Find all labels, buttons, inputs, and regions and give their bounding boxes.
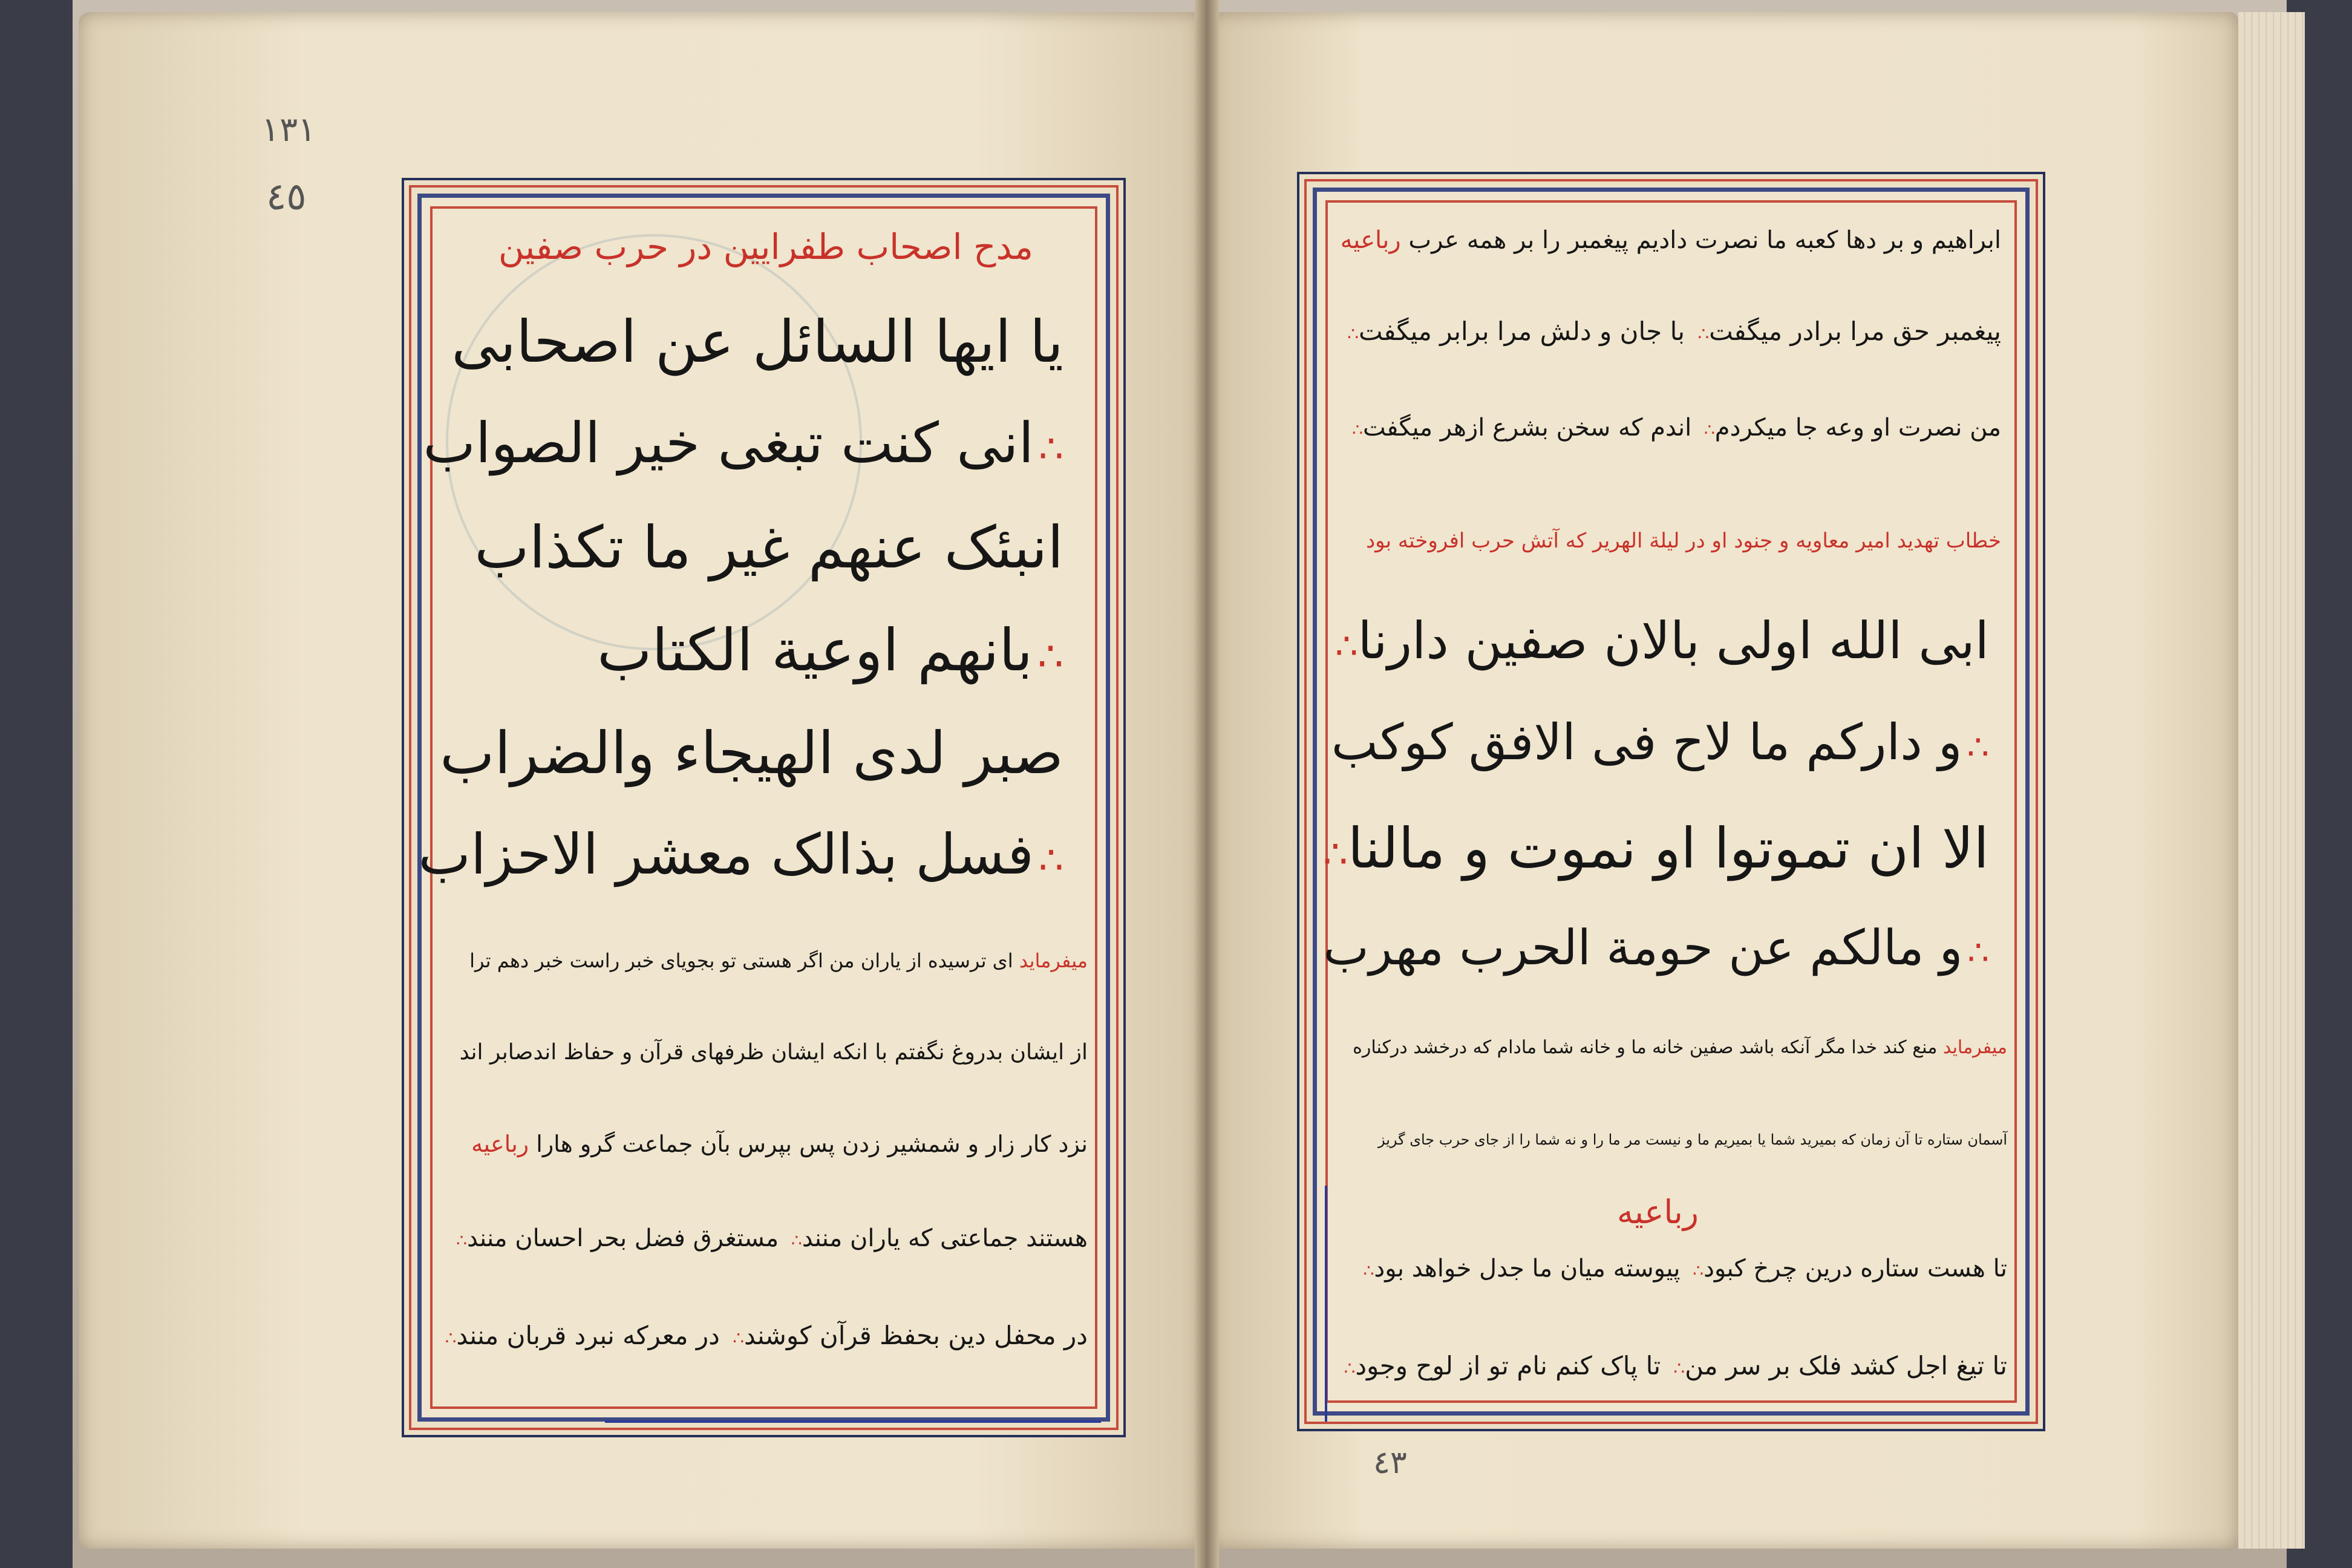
- prose-line: میفرماید ای ترسیده از یاران من اگر هستی تو بجویای خبر راست خبر دهم ترا: [469, 949, 1088, 972]
- verse-line: یا ایها السائل عن اصحابی: [451, 308, 1063, 376]
- ruled-pen-line: [605, 1420, 1101, 1423]
- rubric-label: رباعیه: [1340, 226, 1401, 254]
- prose-line: نزد کار زار و شمشیر زدن پس بپرس بآن جماعت گرو هارا رباعیه: [471, 1131, 1088, 1157]
- prose-line: آسمان ستاره تا آن زمان که بمیرید شما یا بمیریم ما و نیست مر ما را و نه شما را از جای حرب جای گریز: [1377, 1131, 2007, 1148]
- catchword: ٤٣: [1373, 1445, 1407, 1481]
- verse-marker-icon: ∴: [1037, 633, 1063, 680]
- rubric-heading: خطاب تهدید امیر معاویه و جنود او در لیلة الهریر که آتش حرب افروخته بود: [1365, 529, 2001, 553]
- verse-line: صبر لدی الهیجاء والضراب: [440, 719, 1063, 787]
- right-text-frame: [1313, 188, 2030, 1416]
- verse-marker-icon: ∴: [1039, 426, 1063, 472]
- verse-line: ∴فسل بذالک معشر الاحزاب: [418, 822, 1063, 887]
- book-gutter: [1195, 0, 1219, 1568]
- couplet-line: تا هست ستاره درین چرخ کبود∴ پیوسته میان ما جدل خواهد بود∴: [1363, 1255, 2007, 1282]
- left-text-frame: [417, 194, 1110, 1422]
- folio-number-secondary: ٤٥: [266, 174, 307, 218]
- couplet-line: تا تیغ اجل کشد فلک بر سر من∴ تا پاک کنم نام تو از لوح وجود∴: [1344, 1351, 2007, 1380]
- verse-line: ابی الله اولی بالان صفین دارنا∴: [1335, 611, 1989, 670]
- prose-line: از ایشان بدروغ نگفتم با انکه ایشان ظرفهای قرآن و حفاظ اندصابر اند: [459, 1040, 1088, 1065]
- verse-marker-icon: ∴: [1967, 727, 1989, 768]
- verse-line: ∴بانهم اوعیة الکتاب: [597, 616, 1063, 684]
- page-stack-edge: [2238, 12, 2305, 1549]
- rubric-heading: رباعیه: [1616, 1193, 1699, 1231]
- rubric-label: میفرماید: [1019, 949, 1088, 972]
- verse-line: الا ان تموتوا او نموت و مالنا∴: [1322, 816, 1989, 881]
- couplet-line: در محفل دین بحفظ قرآن کوشند∴ در معرکه نبرد قربان منند∴: [445, 1321, 1088, 1350]
- verse-line: ∴و دارکم ما لاح فی الافق کوکب: [1331, 714, 1989, 771]
- rubric-label: رباعیه: [471, 1131, 529, 1157]
- couplet-line: من نصرت او وعه جا میکردم∴ اندم که سخن بشرع ازهر میگفت∴: [1352, 414, 2001, 442]
- book-cover-edge-left: [0, 0, 73, 1568]
- prose-line: ابراهیم و بر دها کعبه ما نصرت دادیم پیغمبر را بر همه عرب رباعیه: [1340, 226, 2001, 254]
- verse-line: ∴و مالکم عن حومة الحرب مهرب: [1323, 920, 1989, 976]
- couplet-line: هستند جماعتی که یاران منند∴ مستغرق فضل بحر احسان منند∴: [456, 1224, 1088, 1252]
- prose-line: میفرماید منع کند خدا مگر آنکه باشد صفین خانه ما و خانه شما مادام که درخشد درکناره: [1353, 1037, 2007, 1058]
- verse-line: ∴انی کنت تبغی خیر الصواب: [423, 411, 1063, 475]
- verse-line: انبئک عنهم غیر ما تکذاب: [474, 514, 1063, 581]
- ruled-pen-line-vertical: [1325, 1186, 1327, 1422]
- rubric-label: میفرماید: [1942, 1037, 2007, 1058]
- verse-marker-icon: ∴: [1967, 933, 1989, 973]
- folio-number: ١٣١: [261, 110, 316, 149]
- verse-marker-icon: ∴: [1039, 838, 1063, 883]
- couplet-line: پیغمبر حق مرا برادر میگفت∴ با جان و دلش مرا برابر میگفت∴: [1347, 316, 2001, 346]
- left-heading: مدح اصحاب طفرایین در حرب صفین: [498, 226, 1033, 267]
